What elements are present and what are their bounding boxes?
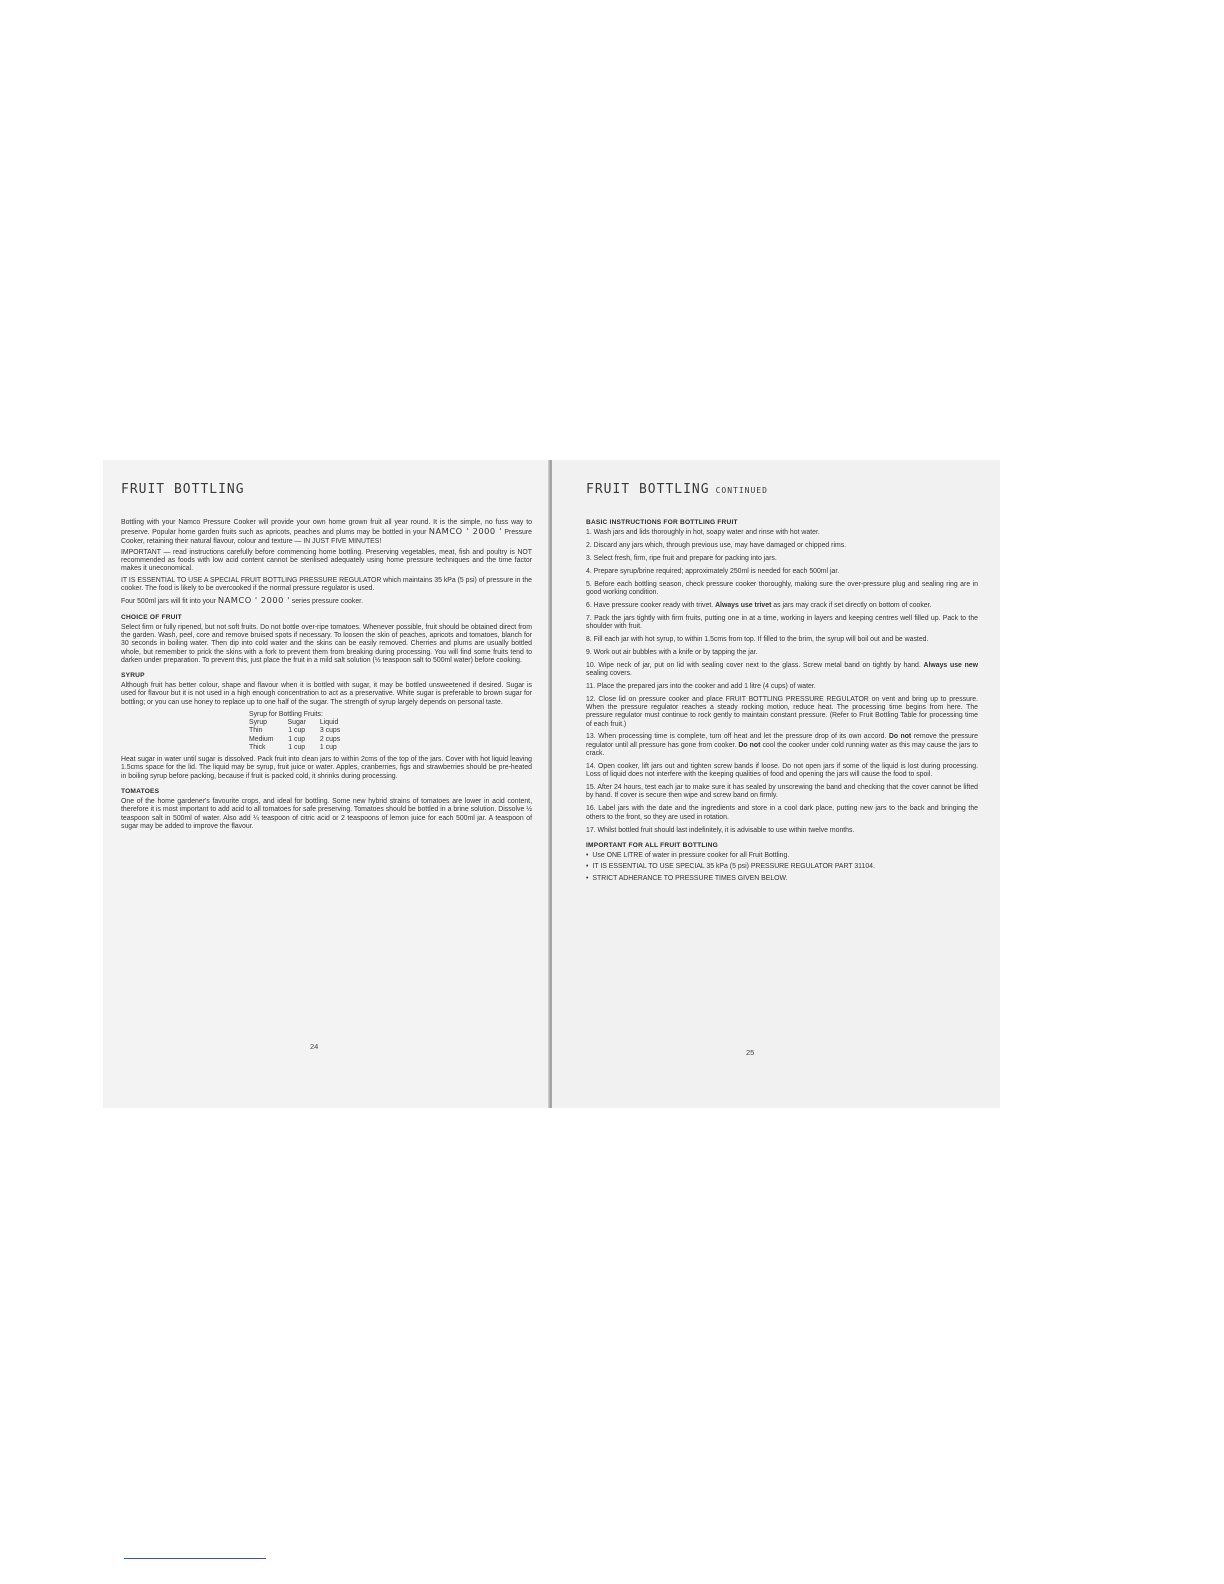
syrup-table-header — [249, 719, 354, 727]
step-number: 14. — [586, 762, 596, 770]
table-header-cell: Sugar — [287, 719, 306, 727]
step-number: 2. — [586, 541, 592, 549]
step-number: 9. — [586, 648, 592, 656]
step-number: 16. — [586, 805, 596, 813]
page-title: FRUIT BOTTLING — [121, 482, 245, 497]
instruction-step — [586, 733, 978, 758]
section-heading-choice: CHOICE OF FRUIT — [121, 613, 182, 621]
instruction-step — [586, 529, 978, 537]
table-row — [249, 744, 354, 752]
step-text: Whilst bottled fruit should last indefinitely, it is advisable to use within twelve months. — [597, 826, 855, 834]
step-emphasis: Always use new — [923, 661, 978, 669]
step-emphasis: Do not — [738, 741, 761, 749]
instruction-step — [586, 763, 978, 780]
syrup-table-caption: Syrup for Bottling Fruits: — [249, 711, 323, 719]
book-spread — [103, 460, 1000, 1108]
table-header-cell: Syrup — [249, 719, 268, 727]
page-number: 25 — [746, 1048, 755, 1057]
step-text: as jars may crack if set directly on bottom of cooker. — [771, 601, 932, 609]
important-paragraph: IMPORTANT — read instructions carefully before commencing home bottling. Preserving vegetables, meat, fish and poultry is NOT recommended as foods with low acid content cannot be sterilised adequately using home pressure techniques and the time factor makes it uneconomical. — [121, 548, 532, 573]
step-number: 3. — [586, 554, 592, 562]
step-number: 6. — [586, 601, 592, 609]
list-item: • STRICT ADHERANCE TO PRESSURE TIMES GIVEN BELOW. — [586, 875, 978, 883]
step-number: 12. — [586, 695, 596, 703]
step-number: 1. — [586, 529, 592, 536]
syrup-paragraph: Although fruit has better colour, shape and flavour when it is bottled with sugar, it may be bottled unsweetened if desired. Sugar is used for flavour but it is not used in a high enough concentration to act as a preservative. White sugar is preferable to brown sugar for bottling; or you can use honey to replace up to one half of the sugar. The strength of syrup largely depends on personal taste. — [121, 682, 532, 706]
table-row — [249, 736, 354, 744]
intro-paragraph — [121, 519, 532, 546]
link-underline — [124, 1558, 266, 1559]
table-cell: 1 cup — [319, 743, 337, 751]
instruction-step — [586, 581, 978, 598]
step-number: 13. — [586, 733, 596, 741]
step-text: Work out air bubbles with a knife or by tapping the jar. — [593, 648, 758, 656]
instruction-step — [586, 542, 978, 550]
instruction-step — [586, 636, 978, 644]
intro-text: Bottling with your Namco Pressure Cooker will provide your own home grown fruit all year round. It is the simple, no fuss way to preserve. Popular home garden fruits such as apricots, peaches and plums may be bottled in your — [121, 519, 532, 537]
step-number: 5. — [586, 580, 592, 588]
section-heading-basic: BASIC INSTRUCTIONS FOR BOTTLING FRUIT — [586, 519, 738, 526]
table-cell: 1 cup — [288, 743, 306, 751]
step-text: Wipe neck of jar, put on lid with sealing cover next to the glass. Screw metal band on tightly by hand. — [598, 661, 924, 669]
tomatoes-paragraph: One of the home gardener's favourite crops, and ideal for bottling. Some new hybrid strains of tomatoes are lower in acid content, therefore it is most important to add acid to all tomatoes for safe preserving. Tomatoes should be bottled in a brine solution. Dissolve ½ teaspoon salt in 500ml of water. Also add ¼ teaspoon of citric acid or 2 teaspoons of lemon juice for each 500ml jar. A teaspoon of sugar may be added to improve the flavour. — [121, 797, 532, 830]
step-number: 17. — [586, 826, 596, 834]
instruction-step — [586, 649, 978, 657]
table-cell: 1 cup — [288, 727, 306, 735]
step-text: sealing covers. — [586, 669, 632, 677]
step-number: 11. — [586, 682, 596, 690]
step-emphasis: Do not — [888, 733, 912, 741]
step-text: Pack the jars tightly with firm fruits, putting one in at a time, working in layers and keeping centres well filled up. Pack to the shoulder with fruit. — [586, 614, 978, 630]
instruction-step — [586, 805, 978, 822]
table-row — [249, 727, 354, 735]
essential-paragraph: IT IS ESSENTIAL TO USE A SPECIAL FRUIT BOTTLING PRESSURE REGULATOR which maintains 35 kPa (5 psi) of pressure in the cooker. The food is likely to be overcooked if the normal pressure regulator is used. — [121, 576, 532, 593]
brand-name: NAMCO ' 2000 ' — [217, 595, 290, 606]
step-text: Fill each jar with hot syrup, to within 1.5cms from top. If filled to the brim, the syrup will boil out and be wasted. — [593, 635, 929, 643]
table-cell: 3 cups — [319, 727, 341, 735]
instruction-list — [586, 529, 978, 835]
step-number: 7. — [586, 614, 592, 622]
section-heading-syrup: SYRUP — [121, 672, 145, 680]
important-list — [586, 852, 978, 883]
step-text: Discard any jars which, through previous use, may have damaged or chipped rims. — [593, 541, 847, 549]
step-text: remove the pressure regulator until all pressure has gone from cooker. — [586, 733, 979, 749]
step-number: 10. — [586, 661, 596, 669]
right-page — [552, 460, 1000, 1108]
instruction-step — [586, 683, 978, 691]
choice-paragraph: Select firm or fully ripened, but not soft fruits. Do not bottle over-ripe tomatoes. Whenever possible, fruit should be obtained direct from the garden. Wash, peel, core and remove bruised spots if necessary. To loosen the skin of peaches, apricots and tomatoes, blanch for 30 seconds in boiling water. Then dip into cold water and the skins can be easily removed. Cherries and plums are usually bottled whole, but remember to prick the skins with a fork to prevent them from breaking during processing. You will find some fruits tend to darken under preparation. To prevent this, just place the fruit in a mild salt solution (½ teaspoon salt to 500ml water) before cooking. — [121, 623, 532, 664]
table-cell: 2 cups — [319, 735, 341, 743]
instruction-step — [586, 827, 978, 835]
instruction-step — [586, 784, 978, 801]
jars-text: Four 500ml jars will fit into your — [121, 598, 218, 606]
instruction-step — [586, 615, 978, 632]
page-title-suffix: CONTINUED — [715, 486, 768, 495]
table-header-cell: Liquid — [319, 719, 339, 727]
table-cell: 1 cup — [288, 735, 306, 743]
section-heading-important: IMPORTANT FOR ALL FRUIT BOTTLING — [586, 841, 718, 849]
step-number: 8. — [586, 635, 592, 643]
table-cell: Medium — [249, 735, 274, 743]
step-text: cool the cooker under cold running water as this may cause the jars to crack. — [586, 741, 979, 758]
step-text: Before each bottling season, check pressure cooker thoroughly, making sure the over-pressure plug and sealing ring are in good working condition. — [586, 580, 978, 596]
instruction-step — [586, 602, 978, 610]
step-text: Have pressure cooker ready with trivet. — [593, 601, 716, 609]
step-number: 15. — [586, 784, 596, 792]
step-text: When processing time is complete, turn off heat and let the pressure drop of its own accord. — [598, 733, 889, 741]
instruction-step — [586, 568, 978, 576]
jars-paragraph — [121, 596, 532, 606]
step-text: Select fresh, firm, ripe fruit and prepare for packing into jars. — [593, 554, 777, 562]
table-cell: Thin — [249, 727, 263, 735]
instruction-step — [586, 696, 978, 729]
left-page — [103, 460, 550, 1108]
step-text: Wash jars and lids thoroughly in hot, soapy water and rinse with hot water. — [593, 529, 820, 536]
step-text: Place the prepared jars into the cooker and add 1 litre (4 cups) of water. — [597, 682, 816, 690]
step-emphasis: Always use trivet — [715, 601, 772, 609]
step-text: Open cooker, lift jars out and tighten screw bands if loose. Do not open jars if some of the liquid is lost during processing. Loss of liquid does not interfere with the keeping qualities of food and opening the jars will cause the food to spoil. — [586, 762, 978, 779]
jars-text-continued: series pressure cooker. — [289, 598, 363, 606]
brand-name: NAMCO ' 2000 ' — [428, 526, 503, 537]
instruction-step — [586, 555, 978, 563]
step-text: Label jars with the date and the ingredients and store in a cool dark place, putting new jars to the back and bringing the others to the front, so they are used in rotation. — [586, 805, 978, 821]
step-number: 4. — [586, 567, 592, 575]
instruction-step — [586, 662, 978, 679]
list-item: • Use ONE LITRE of water in pressure cooker for all Fruit Bottling. — [586, 852, 978, 860]
syrup-after-paragraph: Heat sugar in water until sugar is dissolved. Pack fruit into clean jars to within 2cms of the top of the jars. Cover with hot liquid leaving 1.5cms space for the lid. The liquid may be syrup, fruit juice or water. Apples, cranberries, figs and strawberries should be pre-heated in boiling syrup before packing, because if fruit is packed cold, it shrinks during processing. — [121, 756, 532, 780]
step-text: Prepare syrup/brine required; approximately 250ml is needed for each 500ml jar. — [593, 567, 840, 575]
page-number: 24 — [310, 1042, 319, 1051]
list-item: • IT IS ESSENTIAL TO USE SPECIAL 35 kPa (5 psi) PRESSURE REGULATOR PART 31104. — [586, 863, 978, 871]
intro-text-continued: Pressure Cooker, retaining their natural flavour, colour and texture — IN JUST FIVE MINUTES! — [121, 529, 533, 545]
page-title — [586, 482, 978, 497]
step-text: Close lid on pressure cooker and place FRUIT BOTTLING PRESSURE REGULATOR on vent and bring up to pressure. When the pressure regulator reaches a steady rocking motion, reduce heat. The processing time begins from here. The pressure regulator must continue to rock gently to maintain constant pressure. (Refer to Fruit Bottling Table for processing time of each fruit.) — [586, 695, 979, 728]
page-title-text: FRUIT BOTTLING — [586, 482, 710, 497]
step-text: After 24 hours, test each jar to make sure it has sealed by unscrewing the band and checking that the cover cannot be lifted by hand. If cover is secure then wipe and screw band on firmly. — [586, 784, 978, 800]
table-cell: Thick — [249, 743, 266, 751]
section-heading-tomatoes: TOMATOES — [121, 787, 160, 795]
syrup-table — [249, 711, 354, 752]
